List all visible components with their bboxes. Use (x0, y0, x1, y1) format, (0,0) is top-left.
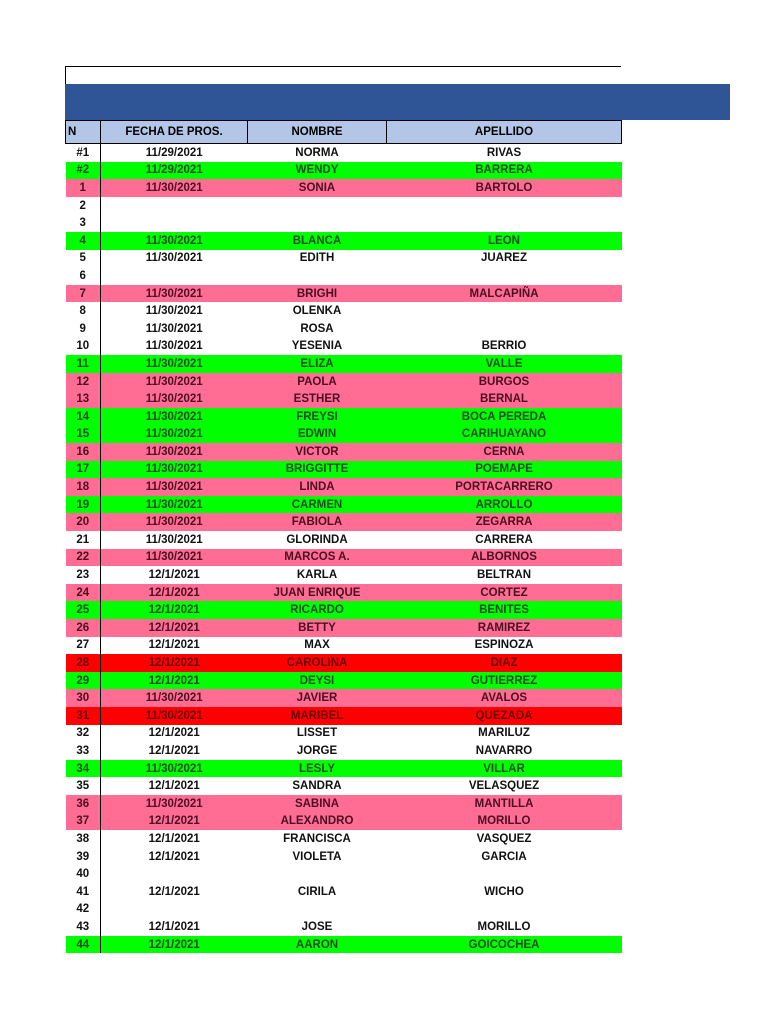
cell-n[interactable]: 26 (66, 619, 101, 637)
cell-apellido[interactable]: JUAREZ (387, 250, 622, 268)
cell-n[interactable]: 37 (66, 813, 101, 831)
table-row (66, 760, 622, 778)
cell-fecha[interactable]: 11/30/2021 (101, 496, 248, 514)
cell-fecha[interactable]: 11/30/2021 (101, 302, 248, 320)
cell-apellido[interactable]: CARIHUAYANO (387, 426, 622, 444)
table-row (66, 197, 622, 215)
cell-nombre[interactable]: GLORINDA (248, 531, 387, 549)
cell-apellido[interactable]: ARROLLO (387, 496, 622, 514)
cell-fecha[interactable]: 11/30/2021 (101, 760, 248, 778)
cell-nombre[interactable]: JOSE (248, 918, 387, 936)
cell-fecha[interactable]: 11/30/2021 (101, 795, 248, 813)
cell-apellido[interactable] (387, 320, 622, 338)
cell-n[interactable]: 6 (66, 267, 101, 285)
cell-n[interactable]: 23 (66, 566, 101, 584)
cell-fecha[interactable]: 11/30/2021 (101, 478, 248, 496)
cell-n[interactable]: #2 (66, 162, 101, 180)
cell-nombre[interactable]: RICARDO (248, 601, 387, 619)
cell-fecha[interactable]: 11/30/2021 (101, 320, 248, 338)
cell-n[interactable]: 32 (66, 725, 101, 743)
table-row (66, 566, 622, 584)
cell-fecha[interactable] (101, 214, 248, 232)
cell-n[interactable]: 1 (66, 179, 101, 197)
cell-fecha[interactable]: 12/1/2021 (101, 725, 248, 743)
cell-apellido[interactable]: BENITES (387, 601, 622, 619)
cell-n[interactable]: 21 (66, 531, 101, 549)
cell-apellido[interactable]: GARCIA (387, 848, 622, 866)
cell-nombre[interactable]: ALEXANDRO (248, 813, 387, 831)
cell-apellido[interactable]: BELTRAN (387, 566, 622, 584)
table-row (66, 654, 622, 672)
cell-nombre[interactable]: SONIA (248, 179, 387, 197)
cell-apellido[interactable]: QUEZADA (387, 707, 622, 725)
cell-n[interactable]: 18 (66, 478, 101, 496)
cell-nombre[interactable]: SANDRA (248, 777, 387, 795)
cell-nombre[interactable]: SABINA (248, 795, 387, 813)
cell-n[interactable]: 13 (66, 390, 101, 408)
cell-nombre[interactable]: WENDY (248, 162, 387, 180)
cell-apellido[interactable]: AVALOS (387, 689, 622, 707)
cell-apellido[interactable]: RIVAS (387, 144, 622, 162)
cell-apellido[interactable]: MALCAPIÑA (387, 285, 622, 303)
cell-fecha[interactable]: 11/30/2021 (101, 707, 248, 725)
table-row (66, 338, 622, 356)
cell-fecha[interactable]: 11/30/2021 (101, 689, 248, 707)
cell-nombre[interactable]: EDITH (248, 250, 387, 268)
cell-apellido[interactable]: MARILUZ (387, 725, 622, 743)
cell-fecha[interactable]: 11/30/2021 (101, 373, 248, 391)
header-apellido[interactable]: APELLIDO (387, 121, 622, 144)
cell-nombre[interactable] (248, 214, 387, 232)
cell-n[interactable]: 34 (66, 760, 101, 778)
cell-apellido[interactable]: MORILLO (387, 813, 622, 831)
cell-apellido[interactable]: VALLE (387, 355, 622, 373)
table-row (66, 725, 622, 743)
cell-n[interactable]: 19 (66, 496, 101, 514)
cell-fecha[interactable]: 11/30/2021 (101, 549, 248, 567)
cell-nombre[interactable]: FABIOLA (248, 513, 387, 531)
cell-n[interactable]: 39 (66, 848, 101, 866)
cell-fecha[interactable]: 11/30/2021 (101, 355, 248, 373)
table-row (66, 496, 622, 514)
cell-apellido[interactable]: CORTEZ (387, 584, 622, 602)
cell-apellido[interactable]: GOICOCHEA (387, 936, 622, 954)
cell-fecha[interactable] (101, 197, 248, 215)
cell-nombre[interactable]: MARIBEL (248, 707, 387, 725)
table-row (66, 179, 622, 197)
table-row (66, 267, 622, 285)
cell-n[interactable]: 22 (66, 549, 101, 567)
cell-apellido[interactable] (387, 865, 622, 883)
cell-apellido[interactable]: BERRIO (387, 338, 622, 356)
cell-nombre[interactable]: OLENKA (248, 302, 387, 320)
cell-nombre[interactable] (248, 197, 387, 215)
table-row (66, 531, 622, 549)
cell-fecha[interactable]: 11/30/2021 (101, 390, 248, 408)
cell-fecha[interactable]: 12/1/2021 (101, 777, 248, 795)
cell-n[interactable]: 17 (66, 461, 101, 479)
table-row (66, 302, 622, 320)
cell-n[interactable]: #1 (66, 144, 101, 162)
cell-apellido[interactable]: GUTIERREZ (387, 672, 622, 690)
cell-apellido[interactable]: RAMIREZ (387, 619, 622, 637)
cell-nombre[interactable]: CARMEN (248, 496, 387, 514)
table-row (66, 901, 622, 919)
cell-n[interactable]: 2 (66, 197, 101, 215)
cell-nombre[interactable]: EDWIN (248, 426, 387, 444)
cell-nombre[interactable]: ELIZA (248, 355, 387, 373)
cell-nombre[interactable]: LESLY (248, 760, 387, 778)
cell-n[interactable]: 35 (66, 777, 101, 795)
cell-apellido[interactable] (387, 214, 622, 232)
table-row (66, 443, 622, 461)
table-row (66, 865, 622, 883)
cell-n[interactable]: 3 (66, 214, 101, 232)
cell-nombre[interactable]: ROSA (248, 320, 387, 338)
cell-nombre[interactable]: JUAN ENRIQUE (248, 584, 387, 602)
header-nombre[interactable]: NOMBRE (248, 121, 387, 144)
cell-apellido[interactable]: CARRERA (387, 531, 622, 549)
cell-apellido[interactable]: CERNA (387, 443, 622, 461)
cell-fecha[interactable]: 11/30/2021 (101, 285, 248, 303)
table-row (66, 918, 622, 936)
cell-n[interactable]: 33 (66, 742, 101, 760)
cell-n[interactable]: 5 (66, 250, 101, 268)
header-fecha[interactable]: FECHA DE PROS. (101, 121, 248, 144)
cell-apellido[interactable]: VASQUEZ (387, 830, 622, 848)
cell-apellido[interactable]: BOCA PEREDA (387, 408, 622, 426)
cell-nombre[interactable]: PAOLA (248, 373, 387, 391)
cell-n[interactable]: 15 (66, 426, 101, 444)
cell-fecha[interactable]: 12/1/2021 (101, 918, 248, 936)
table-row (66, 619, 622, 637)
table-row (66, 232, 622, 250)
cell-nombre[interactable]: VIOLETA (248, 848, 387, 866)
table-row (66, 795, 622, 813)
cell-apellido[interactable] (387, 197, 622, 215)
cell-nombre[interactable]: NORMA (248, 144, 387, 162)
cell-nombre[interactable] (248, 865, 387, 883)
cell-fecha[interactable]: 12/1/2021 (101, 601, 248, 619)
cell-apellido[interactable]: VELASQUEZ (387, 777, 622, 795)
cell-apellido[interactable]: WICHO (387, 883, 622, 901)
cell-n[interactable]: 29 (66, 672, 101, 690)
cell-nombre[interactable]: MARCOS A. (248, 549, 387, 567)
cell-fecha[interactable]: 11/30/2021 (101, 179, 248, 197)
header-row (66, 121, 622, 144)
cell-fecha[interactable]: 12/1/2021 (101, 936, 248, 954)
header-n[interactable]: N (66, 121, 101, 144)
cell-nombre[interactable]: BLANCA (248, 232, 387, 250)
cell-n[interactable]: 9 (66, 320, 101, 338)
cell-nombre[interactable] (248, 267, 387, 285)
cell-fecha[interactable] (101, 865, 248, 883)
cell-fecha[interactable] (101, 901, 248, 919)
cell-apellido[interactable]: PORTACARRERO (387, 478, 622, 496)
cell-n[interactable]: 11 (66, 355, 101, 373)
cell-nombre[interactable]: MAX (248, 637, 387, 655)
cell-apellido[interactable]: BURGOS (387, 373, 622, 391)
prospects-table (65, 120, 622, 953)
cell-nombre[interactable]: BETTY (248, 619, 387, 637)
table-row (66, 408, 622, 426)
table-row (66, 144, 622, 162)
cell-apellido[interactable]: BARRERA (387, 162, 622, 180)
cell-apellido[interactable]: ALBORNOS (387, 549, 622, 567)
table-row (66, 584, 622, 602)
cell-fecha[interactable]: 12/1/2021 (101, 848, 248, 866)
cell-nombre[interactable]: ESTHER (248, 390, 387, 408)
table-row (66, 320, 622, 338)
table-row (66, 390, 622, 408)
cell-nombre[interactable] (248, 901, 387, 919)
table-row (66, 777, 622, 795)
cell-fecha[interactable]: 11/30/2021 (101, 232, 248, 250)
title-banner (65, 84, 730, 120)
sheet-top-border (65, 66, 621, 84)
cell-apellido[interactable]: ZEGARRA (387, 513, 622, 531)
cell-n[interactable]: 44 (66, 936, 101, 954)
table-body (66, 144, 622, 954)
cell-nombre[interactable]: KARLA (248, 566, 387, 584)
cell-fecha[interactable]: 11/29/2021 (101, 162, 248, 180)
cell-apellido[interactable]: VILLAR (387, 760, 622, 778)
table-row (66, 513, 622, 531)
cell-fecha[interactable]: 12/1/2021 (101, 883, 248, 901)
cell-nombre[interactable]: FREYSI (248, 408, 387, 426)
table-row (66, 848, 622, 866)
cell-nombre[interactable]: BRIGHI (248, 285, 387, 303)
cell-n[interactable]: 12 (66, 373, 101, 391)
cell-n[interactable]: 10 (66, 338, 101, 356)
cell-apellido[interactable]: POEMAPE (387, 461, 622, 479)
cell-n[interactable]: 31 (66, 707, 101, 725)
table-row (66, 373, 622, 391)
cell-n[interactable]: 43 (66, 918, 101, 936)
cell-fecha[interactable]: 12/1/2021 (101, 813, 248, 831)
cell-n[interactable]: 24 (66, 584, 101, 602)
cell-apellido[interactable]: ESPINOZA (387, 637, 622, 655)
cell-fecha[interactable]: 11/30/2021 (101, 250, 248, 268)
cell-n[interactable]: 28 (66, 654, 101, 672)
cell-nombre[interactable]: BRIGGITTE (248, 461, 387, 479)
cell-n[interactable]: 16 (66, 443, 101, 461)
table-row (66, 883, 622, 901)
cell-fecha[interactable]: 12/1/2021 (101, 654, 248, 672)
cell-nombre[interactable]: FRANCISCA (248, 830, 387, 848)
cell-n[interactable]: 25 (66, 601, 101, 619)
table-row (66, 689, 622, 707)
cell-nombre[interactable]: JORGE (248, 742, 387, 760)
cell-nombre[interactable]: CIRILA (248, 883, 387, 901)
table-row (66, 214, 622, 232)
table-row (66, 549, 622, 567)
table-row (66, 355, 622, 373)
cell-fecha[interactable]: 12/1/2021 (101, 672, 248, 690)
cell-n[interactable]: 27 (66, 637, 101, 655)
cell-fecha[interactable]: 12/1/2021 (101, 566, 248, 584)
cell-nombre[interactable]: LINDA (248, 478, 387, 496)
cell-n[interactable]: 8 (66, 302, 101, 320)
cell-apellido[interactable]: BARTOLO (387, 179, 622, 197)
table-row (66, 162, 622, 180)
table-row (66, 285, 622, 303)
cell-fecha[interactable]: 11/29/2021 (101, 144, 248, 162)
table-row (66, 707, 622, 725)
cell-n[interactable]: 7 (66, 285, 101, 303)
cell-n[interactable]: 42 (66, 901, 101, 919)
cell-n[interactable]: 41 (66, 883, 101, 901)
cell-apellido[interactable]: MANTILLA (387, 795, 622, 813)
table-row (66, 478, 622, 496)
cell-n[interactable]: 38 (66, 830, 101, 848)
cell-apellido[interactable]: MORILLO (387, 918, 622, 936)
cell-n[interactable]: 14 (66, 408, 101, 426)
cell-apellido[interactable] (387, 302, 622, 320)
cell-apellido[interactable] (387, 901, 622, 919)
cell-fecha[interactable]: 11/30/2021 (101, 531, 248, 549)
table-row (66, 250, 622, 268)
cell-fecha[interactable]: 11/30/2021 (101, 408, 248, 426)
cell-fecha[interactable]: 11/30/2021 (101, 461, 248, 479)
cell-nombre[interactable]: AARON (248, 936, 387, 954)
table-row (66, 742, 622, 760)
cell-nombre[interactable]: DEYSI (248, 672, 387, 690)
table-row (66, 936, 622, 954)
cell-nombre[interactable]: LISSET (248, 725, 387, 743)
cell-n[interactable]: 20 (66, 513, 101, 531)
cell-fecha[interactable]: 11/30/2021 (101, 426, 248, 444)
cell-apellido[interactable]: BERNAL (387, 390, 622, 408)
cell-fecha[interactable]: 12/1/2021 (101, 742, 248, 760)
table-row (66, 426, 622, 444)
cell-apellido[interactable] (387, 267, 622, 285)
table-row (66, 461, 622, 479)
cell-apellido[interactable]: LEON (387, 232, 622, 250)
table-row (66, 830, 622, 848)
cell-fecha[interactable]: 12/1/2021 (101, 619, 248, 637)
cell-n[interactable]: 36 (66, 795, 101, 813)
cell-fecha[interactable]: 11/30/2021 (101, 443, 248, 461)
table-row (66, 672, 622, 690)
cell-fecha[interactable]: 12/1/2021 (101, 637, 248, 655)
cell-fecha[interactable]: 11/30/2021 (101, 338, 248, 356)
cell-n[interactable]: 30 (66, 689, 101, 707)
cell-fecha[interactable] (101, 267, 248, 285)
cell-apellido[interactable]: NAVARRO (387, 742, 622, 760)
cell-fecha[interactable]: 11/30/2021 (101, 513, 248, 531)
cell-apellido[interactable]: DIAZ (387, 654, 622, 672)
cell-fecha[interactable]: 12/1/2021 (101, 830, 248, 848)
table-row (66, 637, 622, 655)
cell-nombre[interactable]: CAROLINA (248, 654, 387, 672)
cell-nombre[interactable]: VICTOR (248, 443, 387, 461)
table-row (66, 813, 622, 831)
table-row (66, 601, 622, 619)
cell-fecha[interactable]: 12/1/2021 (101, 584, 248, 602)
cell-nombre[interactable]: YESENIA (248, 338, 387, 356)
cell-nombre[interactable]: JAVIER (248, 689, 387, 707)
cell-n[interactable]: 40 (66, 865, 101, 883)
cell-n[interactable]: 4 (66, 232, 101, 250)
